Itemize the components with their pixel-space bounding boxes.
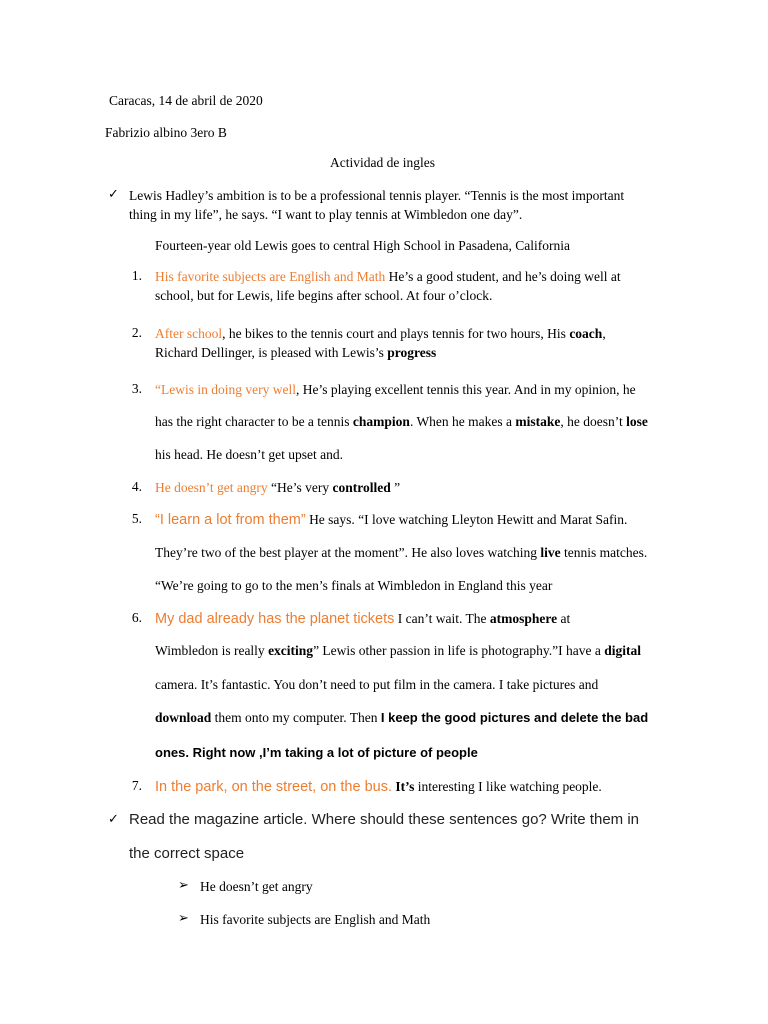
answer-text: “Lewis in doing very well — [155, 382, 296, 397]
list-item-6: My dad already has the planet tickets I can’t wait. The atmosphere at — [155, 611, 571, 627]
list-item-5-cont-2: “We’re going to go to the men’s finals at Wimbledon in England this year — [155, 578, 553, 593]
list-item-4: He doesn’t get angry “He’s very controlled ” — [155, 480, 401, 495]
item-number: 1. — [131, 268, 142, 283]
list-item-7: In the park, on the street, on the bus. It’s interesting I like watching people. — [155, 779, 602, 795]
check-icon: ✓ — [108, 187, 119, 202]
answer-text: His favorite subjects are English and Math — [155, 269, 386, 284]
item-number: 2. — [131, 325, 142, 340]
list-item-6-cont-3: download them onto my computer. Then I keep the good pictures and delete the bad — [155, 710, 649, 725]
answer-text: After school — [155, 326, 223, 341]
list-item-2: After school, he bikes to the tennis court and plays tennis for two hours, His coach, — [155, 326, 606, 341]
list-item-3-cont: has the right character to be a tennis champion. When he makes a mistake, he doesn’t lose — [155, 414, 648, 429]
list-item-1: His favorite subjects are English and Math He’s a good student, and he’s doing well at — [155, 269, 621, 284]
arrow-bullet-icon: ➢ — [178, 911, 189, 926]
item-number: 4. — [131, 479, 142, 494]
list-item-1-cont: school, but for Lewis, life begins after school. At four o’clock. — [155, 288, 493, 303]
answer-text: He doesn’t get angry — [155, 480, 268, 495]
item-number: 3. — [131, 381, 142, 396]
list-item-3: “Lewis in doing very well, He’s playing excellent tennis this year. And in my opinion, he — [155, 382, 636, 397]
intro-line-2: thing in my life”, he says. “I want to play tennis at Wimbledon one day”. — [129, 207, 523, 222]
list-item-5: “I learn a lot from them” He says. “I love watching Lleyton Hewitt and Marat Safin. — [155, 512, 628, 528]
list-item-2-cont: Richard Dellinger, is pleased with Lewis’s progress — [155, 345, 437, 360]
item-number: 6. — [131, 610, 142, 625]
intro-line-1: Lewis Hadley’s ambition is to be a professional tennis player. “Tennis is the most important — [129, 188, 625, 203]
instruction-line-2: the correct space — [129, 845, 245, 862]
item-number: 5. — [131, 511, 142, 526]
list-item-3-cont-2: his head. He doesn’t get upset and. — [155, 447, 343, 462]
list-item-6-cont: Wimbledon is really exciting” Lewis other passion in life is photography.”I have a digital — [155, 643, 641, 658]
instruction-line-1: Read the magazine article. Where should these sentences go? Write them in — [129, 811, 639, 828]
item-number: 7. — [131, 778, 142, 793]
check-icon: ✓ — [108, 812, 119, 827]
list-item-6-cont-4: ones. Right now ,I’m taking a lot of picture of people — [155, 745, 478, 760]
date-line: Caracas, 14 de abril de 2020 — [109, 93, 263, 108]
option-item: His favorite subjects are English and Math — [200, 912, 431, 927]
intro-line-3: Fourteen-year old Lewis goes to central High School in Pasadena, California — [155, 238, 571, 253]
student-line: Fabrizio albino 3ero B — [105, 125, 227, 140]
option-item: He doesn’t get angry — [200, 879, 313, 894]
answer-text: My dad already has the planet tickets — [155, 611, 395, 627]
list-item-5-cont: They’re two of the best player at the moment”. He also loves watching live tennis matches. — [155, 545, 648, 560]
answer-text: In the park, on the street, on the bus. — [155, 779, 392, 795]
page-title: Actividad de ingles — [330, 155, 435, 170]
list-item-6-cont-2: camera. It’s fantastic. You don’t need to put film in the camera. I take pictures and — [155, 677, 599, 692]
answer-text: “I learn a lot from them” — [155, 512, 306, 528]
arrow-bullet-icon: ➢ — [178, 878, 189, 893]
